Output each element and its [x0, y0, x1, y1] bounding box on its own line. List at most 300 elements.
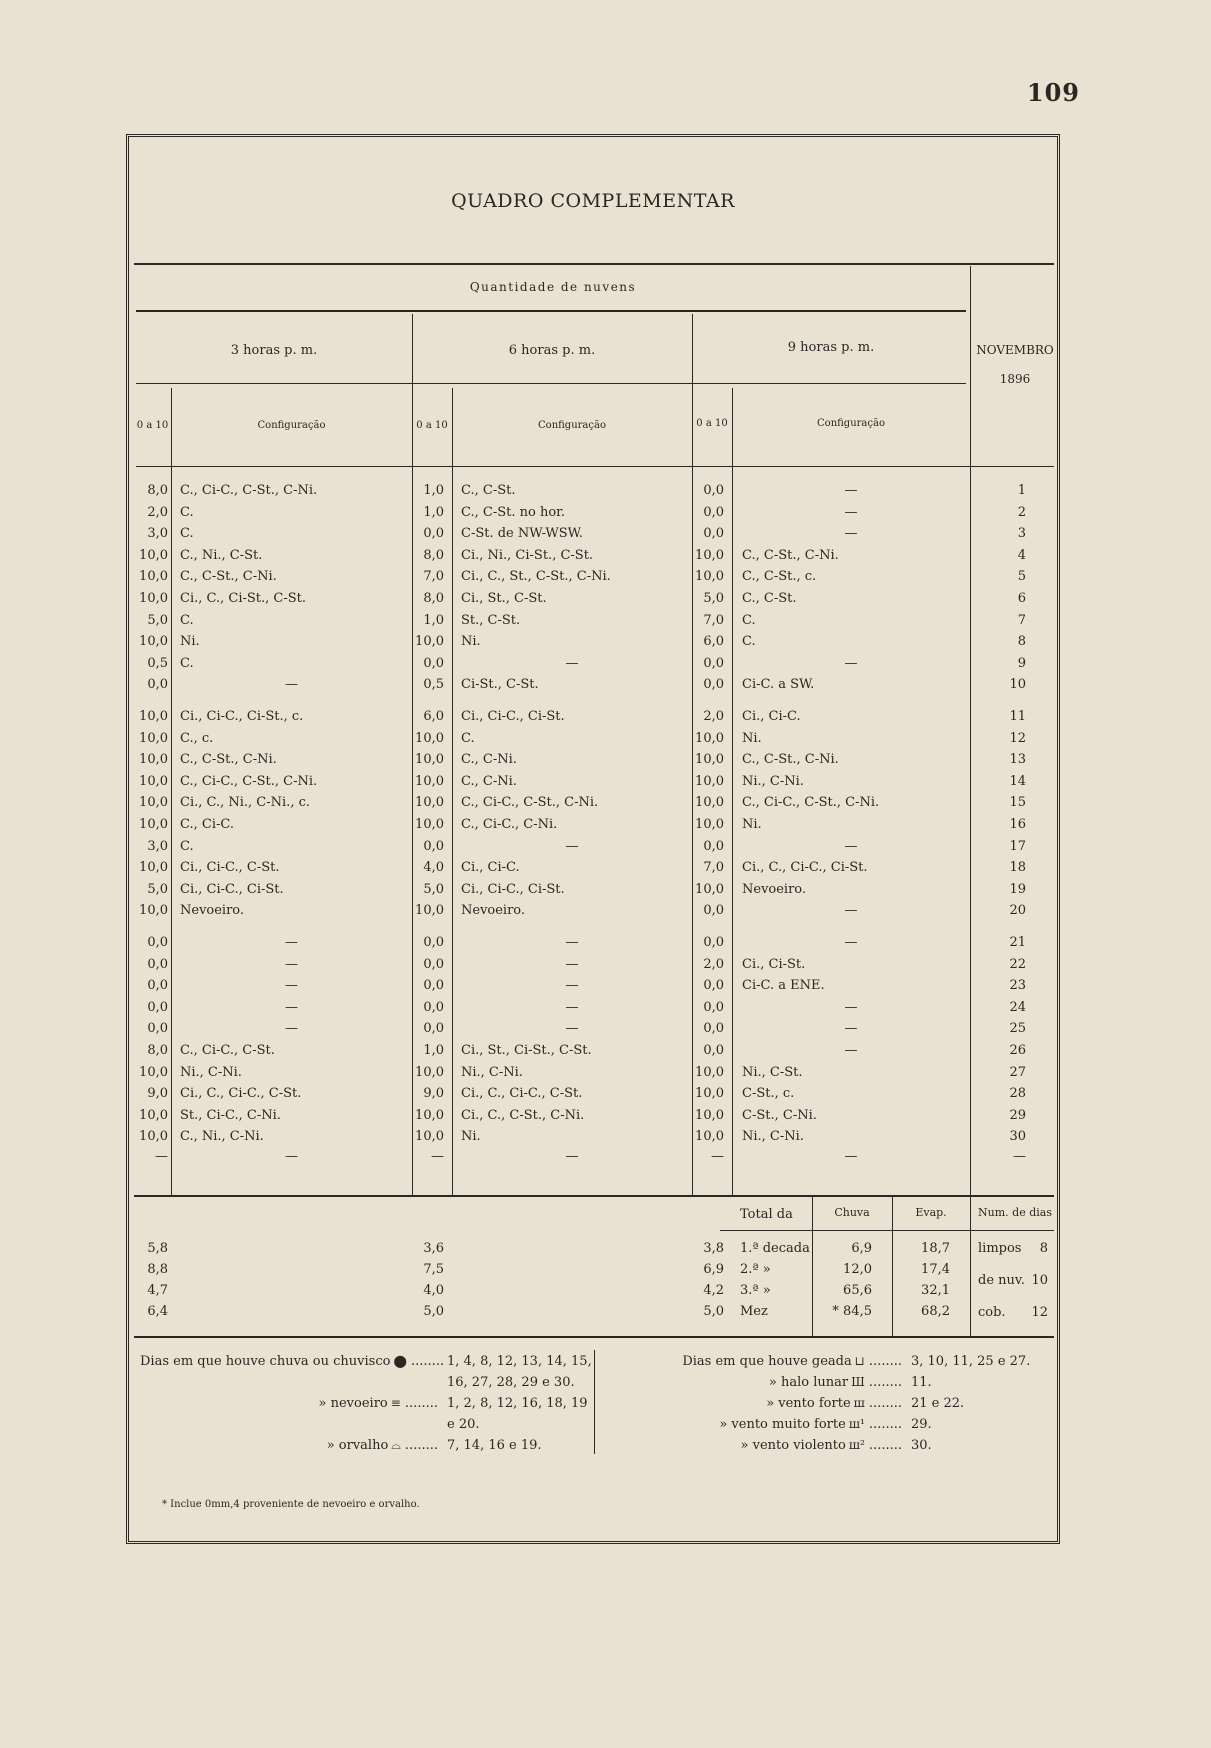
amount-9h: 0,0 — [703, 526, 724, 542]
table-row — [0, 1086, 1211, 1107]
amount-9h: 10,0 — [695, 730, 724, 746]
day-number: 3 — [1017, 526, 1026, 542]
amount-3h: 0,0 — [147, 956, 168, 972]
note-label — [606, 1417, 902, 1432]
config-6h: — — [565, 1149, 579, 1164]
table-row — [0, 1000, 1211, 1021]
table-row — [0, 709, 1211, 730]
dias-value: 8 — [1039, 1241, 1048, 1256]
config-3h: C. — [180, 838, 194, 854]
amount-9h: — — [711, 1149, 724, 1164]
note-label-text: Dias em que houve chuva ou chuvisco — [140, 1354, 391, 1369]
amount-9h: 0,0 — [703, 1043, 724, 1058]
config-9h: Ci., Ci-C. — [742, 709, 801, 724]
day-number: 29 — [1009, 1107, 1026, 1123]
year-header: 1896 — [999, 372, 1031, 386]
config-9h: Nevoeiro. — [742, 881, 807, 897]
time-header-3h: 3 horas p. m. — [230, 343, 318, 358]
config-6h: Ci., Ci-C., Ci-St. — [461, 709, 565, 724]
config-9h: — — [844, 935, 858, 950]
note-days: 1, 2, 8, 12, 16, 18, 19 — [447, 1396, 588, 1411]
amount-3h: 10,0 — [139, 591, 168, 606]
time-header-9h: 9 horas p. m. — [787, 340, 875, 355]
day-number: 16 — [1009, 817, 1026, 832]
config-6h: Ci., St., C-St. — [461, 591, 547, 606]
day-number: 1 — [1017, 483, 1026, 498]
config-9h: C., Ci-C., C-St., C-Ni. — [742, 795, 880, 811]
config-6h: Ci., Ci-C., Ci-St. — [461, 881, 565, 897]
config-9h: — — [844, 655, 858, 671]
amount-9h: 10,0 — [695, 569, 724, 585]
summary-evap-value: 68,2 — [921, 1304, 950, 1319]
amount-9h: 0,0 — [703, 999, 724, 1015]
amount-header-3h: 0 a 10 — [136, 420, 169, 431]
rule-under-subheaders — [136, 466, 1054, 467]
summary-amount-3h: 5,8 — [147, 1241, 168, 1256]
config-9h: — — [844, 526, 858, 542]
config-3h: — — [285, 1021, 298, 1037]
day-number: 4 — [1017, 547, 1026, 563]
amount-3h: 9,0 — [147, 1086, 168, 1102]
config-9h: Ni., C-St. — [742, 1064, 803, 1080]
config-6h: Ci., C., Ci-C., C-St. — [461, 1086, 583, 1102]
amount-3h: 0,5 — [147, 655, 168, 671]
month-header: NOVEMBRO — [976, 343, 1054, 357]
config-3h: St., Ci-C., C-Ni. — [180, 1107, 281, 1123]
amount-3h: — — [155, 1149, 168, 1164]
table-row — [0, 656, 1211, 677]
table-row — [0, 978, 1211, 999]
day-number: 12 — [1009, 730, 1026, 746]
config-6h: — — [565, 999, 579, 1015]
note-days: 30. — [911, 1438, 932, 1453]
table-row — [0, 634, 1211, 655]
summary-evap-value: 17,4 — [921, 1262, 950, 1277]
day-number: 25 — [1009, 1021, 1026, 1037]
config-header-3h: Configuração — [257, 420, 326, 431]
config-6h: Ni. — [461, 1129, 481, 1145]
weather-symbol-icon: ≡ — [390, 1396, 401, 1410]
config-9h: Ci-C. a SW. — [742, 677, 815, 693]
day-number: 5 — [1017, 569, 1026, 585]
amount-9h: 10,0 — [695, 752, 724, 768]
amount-6h: 0,0 — [423, 956, 444, 972]
amount-9h: 10,0 — [695, 1129, 724, 1145]
amount-3h: 5,0 — [147, 612, 168, 628]
table-row — [0, 752, 1211, 773]
config-9h: — — [844, 504, 858, 520]
day-number: 21 — [1009, 935, 1026, 950]
amount-9h: 0,0 — [703, 1021, 724, 1037]
config-6h: C., C-Ni. — [461, 752, 517, 768]
rule-above-summary — [134, 1195, 1054, 1197]
amount-6h: 1,0 — [423, 504, 444, 520]
amount-9h: 0,0 — [703, 978, 724, 994]
amount-3h: 10,0 — [139, 860, 168, 876]
amount-3h: 0,0 — [147, 935, 168, 950]
amount-6h: 0,0 — [423, 655, 444, 671]
config-9h: Ci., C., Ci-C., Ci-St. — [742, 860, 868, 876]
amount-3h: 0,0 — [147, 1021, 168, 1037]
config-3h: C., Ci-C., C-St., C-Ni. — [180, 483, 318, 498]
dias-label: cob. — [978, 1305, 1006, 1320]
config-header-9h: Configuração — [817, 418, 885, 429]
leader-dots: ........ — [406, 1354, 445, 1369]
summary-amount-9h: 4,2 — [703, 1283, 724, 1298]
divider-notes — [594, 1350, 595, 1454]
day-number: — — [1013, 1149, 1026, 1164]
amount-9h: 0,0 — [703, 504, 724, 520]
day-number: 22 — [1009, 956, 1026, 972]
table-row — [0, 1149, 1211, 1170]
config-6h: C., Ci-C., C-Ni. — [461, 817, 558, 832]
config-3h: Ni. — [180, 634, 200, 650]
amount-6h: 0,0 — [423, 838, 444, 854]
amount-6h: — — [431, 1149, 444, 1164]
config-3h: Ni., C-Ni. — [180, 1064, 242, 1080]
summary-chuva-header: Chuva — [834, 1206, 870, 1219]
config-6h: St., C-St. — [461, 612, 521, 628]
amount-9h: 0,0 — [703, 483, 724, 498]
config-6h: C. — [461, 730, 475, 746]
rule-above-notes — [134, 1336, 1054, 1338]
amount-3h: 10,0 — [139, 634, 168, 650]
amount-6h: 1,0 — [423, 612, 444, 628]
amount-3h: 2,0 — [147, 504, 168, 520]
config-9h: — — [844, 903, 858, 919]
amount-9h: 0,0 — [703, 655, 724, 671]
day-number: 9 — [1017, 655, 1026, 671]
day-number: 18 — [1009, 860, 1026, 876]
amount-header-9h: 0 a 10 — [696, 418, 728, 429]
amount-6h: 10,0 — [415, 903, 444, 919]
amount-9h: 6,0 — [703, 634, 724, 650]
table-row — [0, 882, 1211, 903]
summary-period-label: 3.ª » — [740, 1283, 771, 1298]
day-number: 23 — [1009, 978, 1026, 994]
summary-amount-6h: 7,5 — [423, 1262, 444, 1277]
amount-9h: 0,0 — [703, 677, 724, 693]
amount-9h: 7,0 — [703, 860, 724, 876]
amount-6h: 4,0 — [423, 860, 444, 876]
amount-6h: 7,0 — [423, 569, 444, 585]
amount-9h: 0,0 — [703, 838, 724, 854]
config-3h: C. — [180, 526, 194, 542]
table-row — [0, 774, 1211, 795]
summary-chuva-value: * 84,5 — [832, 1304, 872, 1319]
amount-6h: 0,0 — [423, 526, 444, 542]
summary-evap-value: 32,1 — [921, 1283, 950, 1298]
leader-dots: ........ — [864, 1375, 902, 1390]
summary-amount-9h: 3,8 — [703, 1241, 724, 1256]
amount-9h: 10,0 — [695, 817, 724, 832]
config-9h: — — [844, 483, 858, 498]
config-3h: Ci., Ci-C., C-St. — [180, 860, 280, 876]
amount-9h: 0,0 — [703, 903, 724, 919]
table-row — [0, 591, 1211, 612]
config-3h: C. — [180, 655, 194, 671]
note-days: 7, 14, 16 e 19. — [447, 1438, 542, 1453]
config-3h: C. — [180, 504, 194, 520]
weather-symbol-icon: ⬤ — [393, 1354, 407, 1368]
config-6h: C., C-Ni. — [461, 773, 517, 789]
day-number: 10 — [1009, 677, 1026, 693]
amount-9h: 10,0 — [695, 881, 724, 897]
table-row — [0, 1043, 1211, 1064]
amount-6h: 6,0 — [423, 709, 444, 724]
table-row — [0, 1129, 1211, 1150]
config-9h: — — [844, 1021, 858, 1037]
summary-amount-3h: 8,8 — [147, 1262, 168, 1277]
table-row — [0, 569, 1211, 590]
config-3h: — — [285, 1149, 298, 1164]
day-number: 30 — [1009, 1129, 1026, 1145]
leader-dots: ........ — [864, 1417, 902, 1432]
config-9h: Ni., C-Ni. — [742, 773, 804, 789]
amount-6h: 10,0 — [415, 817, 444, 832]
amount-9h: 2,0 — [703, 956, 724, 972]
config-6h: Ni. — [461, 634, 481, 650]
config-6h: Ci-St., C-St. — [461, 677, 539, 693]
weather-symbol-icon: Ш — [851, 1375, 865, 1389]
note-days: 3, 10, 11, 25 e 27. — [911, 1354, 1031, 1369]
summary-chuva-value: 6,9 — [851, 1241, 872, 1256]
amount-3h: 10,0 — [139, 1064, 168, 1080]
note-label — [606, 1438, 902, 1453]
config-9h: — — [844, 838, 858, 854]
note-label-text: » vento forte — [766, 1396, 851, 1411]
note-days: 1, 4, 8, 12, 13, 14, 15, — [447, 1354, 592, 1369]
amount-6h: 0,0 — [423, 999, 444, 1015]
table-row — [0, 903, 1211, 924]
config-6h: C., C-St. — [461, 483, 516, 498]
leader-dots: ........ — [864, 1396, 902, 1411]
config-9h: Ni., C-Ni. — [742, 1129, 804, 1145]
config-3h: Ci., Ci-C., Ci-St. — [180, 881, 284, 897]
config-9h: C., C-St. — [742, 591, 797, 606]
amount-6h: 8,0 — [423, 591, 444, 606]
amount-3h: 8,0 — [147, 1043, 168, 1058]
dias-label: limpos — [978, 1241, 1022, 1256]
config-3h: — — [285, 978, 298, 994]
weather-symbol-icon: ⊔ — [854, 1354, 865, 1368]
amount-3h: 0,0 — [147, 978, 168, 994]
day-number: 15 — [1009, 795, 1026, 811]
amount-9h: 2,0 — [703, 709, 724, 724]
config-6h: Ci., C., C-St., C-Ni. — [461, 1107, 585, 1123]
config-3h: C. — [180, 612, 194, 628]
dias-value: 10 — [1031, 1273, 1048, 1288]
day-number: 27 — [1009, 1064, 1026, 1080]
note-label — [606, 1375, 902, 1390]
summary-amount-6h: 4,0 — [423, 1283, 444, 1298]
amount-6h: 10,0 — [415, 1064, 444, 1080]
config-6h: Nevoeiro. — [461, 903, 526, 919]
amount-6h: 10,0 — [415, 1129, 444, 1145]
table-row — [0, 677, 1211, 698]
amount-3h: 10,0 — [139, 903, 168, 919]
group-header: Quantidade de nuvens — [469, 280, 637, 294]
amount-9h: 10,0 — [695, 1107, 724, 1123]
table-row — [0, 795, 1211, 816]
table-row — [0, 1108, 1211, 1129]
note-label-text: Dias em que houve geada — [682, 1354, 852, 1369]
summary-amount-9h: 6,9 — [703, 1262, 724, 1277]
table-row — [0, 613, 1211, 634]
note-label — [606, 1396, 902, 1411]
amount-3h: 0,0 — [147, 677, 168, 693]
amount-9h: 10,0 — [695, 773, 724, 789]
config-9h: — — [844, 1043, 858, 1058]
note-label — [140, 1438, 438, 1453]
rule-under-summary-headers — [720, 1230, 1054, 1231]
note-label-text: » vento violento — [740, 1438, 846, 1453]
day-number: 14 — [1009, 773, 1026, 789]
summary-evap-header: Evap. — [915, 1206, 947, 1219]
amount-6h: 0,5 — [423, 677, 444, 693]
config-3h: C., c. — [180, 730, 214, 746]
table-row — [0, 957, 1211, 978]
page-title: QUADRO COMPLEMENTAR — [451, 190, 735, 212]
amount-9h: 10,0 — [695, 547, 724, 563]
leader-dots: ........ — [400, 1396, 438, 1411]
amount-9h: 0,0 — [703, 935, 724, 950]
day-number: 6 — [1017, 591, 1026, 606]
weather-symbol-icon: ш — [853, 1396, 865, 1410]
config-9h: Ni. — [742, 730, 762, 746]
config-9h: C., C-St., C-Ni. — [742, 547, 839, 563]
config-6h: — — [565, 655, 579, 671]
amount-6h: 9,0 — [423, 1086, 444, 1102]
table-row — [0, 548, 1211, 569]
amount-6h: 10,0 — [415, 773, 444, 789]
config-3h: — — [285, 999, 298, 1015]
config-9h: C. — [742, 634, 756, 650]
note-label — [140, 1396, 438, 1411]
amount-6h: 0,0 — [423, 1021, 444, 1037]
summary-amount-6h: 3,6 — [423, 1241, 444, 1256]
config-9h: Ci-C. a ENE. — [742, 978, 825, 994]
note-label-text: » vento muito forte — [719, 1417, 846, 1432]
summary-amount-3h: 4,7 — [147, 1283, 168, 1298]
table-row — [0, 1021, 1211, 1042]
amount-3h: 8,0 — [147, 483, 168, 498]
summary-amount-9h: 5,0 — [703, 1304, 724, 1319]
config-9h: C-St., C-Ni. — [742, 1107, 817, 1123]
summary-dias-header: Num. de dias — [978, 1206, 1052, 1219]
amount-6h: 8,0 — [423, 547, 444, 563]
note-label — [606, 1354, 902, 1369]
day-number: 17 — [1009, 838, 1026, 854]
config-9h: C-St., c. — [742, 1086, 795, 1102]
note-days: e 20. — [447, 1417, 480, 1432]
note-days: 29. — [911, 1417, 932, 1432]
config-3h: C., Ni., C-Ni. — [180, 1129, 264, 1145]
summary-period-label: 1.ª decada — [740, 1241, 810, 1256]
day-number: 20 — [1009, 903, 1026, 919]
summary-chuva-value: 65,6 — [843, 1283, 872, 1298]
day-number: 8 — [1017, 634, 1026, 650]
amount-3h: 10,0 — [139, 817, 168, 832]
amount-6h: 0,0 — [423, 935, 444, 950]
table-row — [0, 731, 1211, 752]
summary-evap-value: 18,7 — [921, 1241, 950, 1256]
amount-9h: 7,0 — [703, 612, 724, 628]
day-number: 24 — [1009, 999, 1026, 1015]
dias-value: 12 — [1031, 1305, 1048, 1320]
config-6h: — — [565, 838, 579, 854]
config-6h: C-St. de NW-WSW. — [461, 526, 583, 542]
amount-3h: 10,0 — [139, 730, 168, 746]
amount-3h: 10,0 — [139, 752, 168, 768]
amount-6h: 10,0 — [415, 795, 444, 811]
amount-6h: 10,0 — [415, 634, 444, 650]
note-label — [140, 1354, 445, 1369]
config-3h: Ci., C., Ni., C-Ni., c. — [180, 795, 310, 811]
table-row — [0, 935, 1211, 956]
config-3h: C., Ni., C-St. — [180, 547, 263, 563]
amount-3h: 10,0 — [139, 709, 168, 724]
day-number: 26 — [1009, 1043, 1026, 1058]
amount-6h: 0,0 — [423, 978, 444, 994]
amount-3h: 10,0 — [139, 547, 168, 563]
config-6h: — — [565, 956, 579, 972]
rule-under-title — [134, 263, 1054, 265]
day-number: 19 — [1009, 881, 1026, 897]
amount-3h: 10,0 — [139, 795, 168, 811]
day-number: 28 — [1009, 1086, 1026, 1102]
amount-6h: 10,0 — [415, 752, 444, 768]
amount-3h: 3,0 — [147, 838, 168, 854]
table-row — [0, 860, 1211, 881]
config-6h: — — [565, 1021, 579, 1037]
summary-chuva-value: 12,0 — [843, 1262, 872, 1277]
config-6h: C., Ci-C., C-St., C-Ni. — [461, 795, 599, 811]
day-number: 7 — [1017, 612, 1026, 628]
table-row — [0, 839, 1211, 860]
summary-period-label: Mez — [740, 1304, 768, 1319]
amount-3h: 10,0 — [139, 1129, 168, 1145]
amount-9h: 10,0 — [695, 1086, 724, 1102]
summary-amount-6h: 5,0 — [423, 1304, 444, 1319]
config-3h: Ci., Ci-C., Ci-St., c. — [180, 709, 304, 724]
config-3h: C., Ci-C., C-St., C-Ni. — [180, 773, 318, 789]
config-3h: — — [285, 935, 298, 950]
note-label-text: » orvalho — [326, 1438, 389, 1453]
amount-3h: 10,0 — [139, 773, 168, 789]
note-days: 21 e 22. — [911, 1396, 965, 1411]
config-3h: C., C-St., C-Ni. — [180, 752, 277, 768]
amount-6h: 10,0 — [415, 1107, 444, 1123]
config-6h: Ni., C-Ni. — [461, 1064, 523, 1080]
config-6h: C., C-St. no hor. — [461, 504, 566, 520]
amount-6h: 1,0 — [423, 1043, 444, 1058]
summary-total-label: Total da — [740, 1207, 793, 1222]
weather-symbol-icon: ш² — [848, 1438, 865, 1452]
amount-9h: 10,0 — [695, 795, 724, 811]
config-3h: Nevoeiro. — [180, 903, 245, 919]
config-6h: Ci., St., Ci-St., C-St. — [461, 1043, 592, 1058]
config-9h: C., C-St., C-Ni. — [742, 752, 839, 768]
amount-6h: 5,0 — [423, 881, 444, 897]
config-9h: C., C-St., c. — [742, 569, 817, 585]
config-9h: Ci., Ci-St. — [742, 956, 806, 972]
table-row — [0, 1065, 1211, 1086]
config-6h: Ci., C., St., C-St., C-Ni. — [461, 569, 611, 585]
note-days: 16, 27, 28, 29 e 30. — [447, 1375, 575, 1390]
config-3h: C., Ci-C. — [180, 817, 234, 832]
weather-symbol-icon: ⌓ — [391, 1438, 401, 1452]
